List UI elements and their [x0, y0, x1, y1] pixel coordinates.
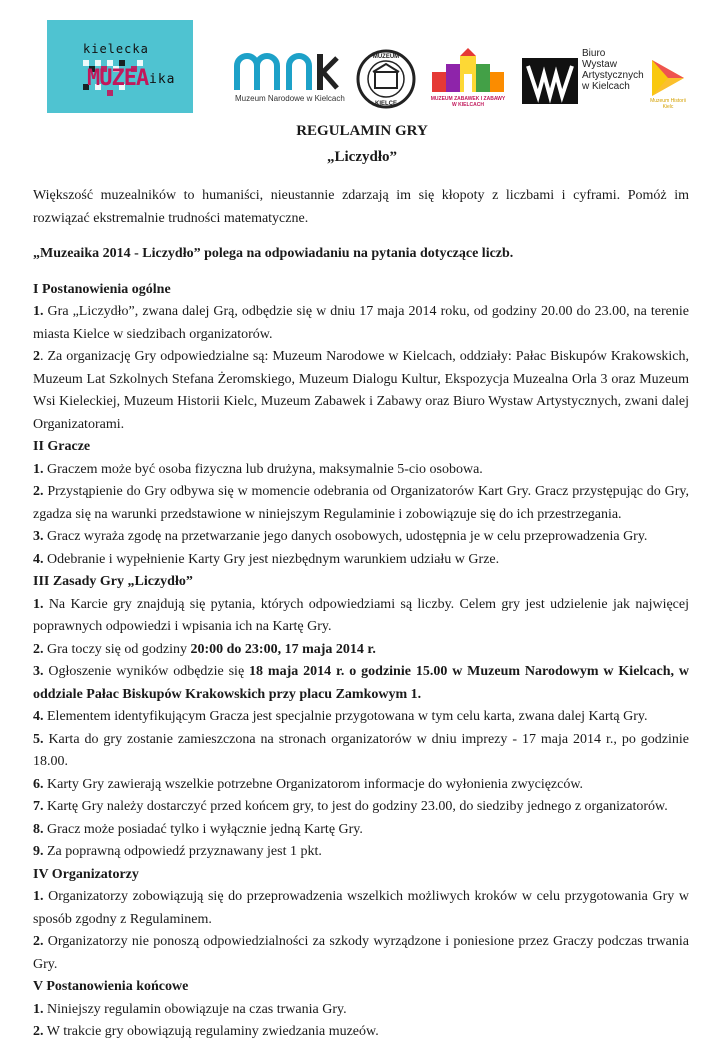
- clause: [33, 661, 689, 706]
- clause: [33, 729, 689, 774]
- clause-number: 9.: [33, 844, 44, 859]
- clause-text: Graczem może być osoba fizyczna lub drużyna, maksymalnie 5-cio osobowa.: [43, 461, 483, 477]
- section-heading: V Postanowienia końcowe: [33, 979, 189, 994]
- clause-number: 1.: [33, 1001, 44, 1017]
- mhk-triangle-icon: [648, 58, 688, 98]
- section-heading: II Gracze: [33, 439, 91, 454]
- clause: [33, 706, 689, 729]
- clause-text: Za poprawną odpowiedź przyznawany jest 1 pkt.: [43, 844, 322, 859]
- kielecka-muzeaika-logo: [47, 20, 193, 113]
- clause-number: 2.: [33, 934, 44, 949]
- clause: [33, 796, 689, 819]
- section-heading: I Postanowienia ogólne: [33, 281, 171, 297]
- clause-text: Przystąpienie do Gry odbywa się w momencie odebrania od Organizatorów Kart Gry. Gracz przystępując do Gry, zgadza się na warunki przedstawione w niniejszym Regulaminie i zobowiązuje się do ich przestrzegania.: [33, 484, 689, 522]
- clause: [33, 774, 689, 797]
- clause-number: 5.: [33, 731, 44, 747]
- clause-emphasis: 20:00 do 23:00, 17 maja 2014 r.: [190, 641, 376, 657]
- bwa-caption: [582, 48, 644, 92]
- clause: [33, 886, 689, 931]
- tagline: „Muzeaika 2014 - Liczydło” polega na odpowiadaniu na pytania dotyczące liczb.: [33, 246, 514, 261]
- clause-text: Kartę Gry należy dostarczyć przed końcem gry, to jest do godziny 23.00, do siedziby jednego z organizatorów.: [43, 799, 668, 814]
- clause-text: Odebranie i wypełnienie Karty Gry jest niezbędnym warunkiem udziału w Grze.: [43, 551, 500, 567]
- mnk-caption: Muzeum Narodowe w Kielcach: [235, 94, 345, 103]
- clause-number: 7.: [33, 799, 44, 814]
- clause: [33, 841, 689, 864]
- intro-paragraph: Większość muzealników to humaniści, nieustannie zdarzają im się kłopoty z liczbami i cyframi. Pomóż im rozwiązać ekstremalnie trudności matematyczne.: [33, 188, 689, 226]
- clause-emphasis: 18 maja 2014 r. o godzinie 15.00 w Muzeum Narodowym w Kielcach, w oddziale Pałac Biskupów Krakowskich przy placu Zamkowym 1.: [33, 664, 689, 702]
- bwa-caption-line: w Kielcach: [582, 81, 630, 92]
- clause: [33, 594, 689, 639]
- clause-number: 2: [33, 349, 40, 364]
- clause-number: 4.: [33, 551, 44, 567]
- svg-text:KIELCE: KIELCE: [374, 101, 398, 107]
- document-title: REGULAMIN GRY: [296, 123, 428, 139]
- clause: [33, 931, 689, 976]
- clause: [33, 526, 689, 549]
- mzz-logo: [428, 46, 508, 112]
- clause-number: 1.: [33, 461, 44, 477]
- clause-text: Karty Gry zawierają wszelkie potrzebne Organizatorom informacje do wyłonienia zwycięzców.: [43, 776, 584, 792]
- clause-number: 1.: [33, 304, 44, 319]
- clause-text: Gracz może posiadać tylko i wyłącznie jedną Kartę Gry.: [43, 821, 363, 837]
- logo-text-ika: ika: [149, 72, 176, 87]
- mdk-seal-icon: [353, 48, 419, 110]
- clause-text: Gra toczy się od godziny: [43, 641, 191, 657]
- clause-number: 8.: [33, 821, 44, 837]
- bwa-caption-line: Artystycznych: [582, 70, 644, 81]
- clause-number: 1.: [33, 889, 44, 904]
- svg-text:MUZEUM: MUZEUM: [372, 54, 400, 60]
- clause: [33, 1021, 689, 1044]
- clause: [33, 301, 689, 346]
- logo-text-kielecka: kielecka: [83, 42, 149, 56]
- logo-text-muzea: MUZEA: [87, 66, 149, 91]
- clause-text: . Za organizację Gry odpowiedzialne są: Muzeum Narodowe w Kielcach, oddziały: Pałac Biskupów Krakowskich, Muzeum Lat Szkolnych Stefana Żeromskiego, Muzeum Dialogu Kultur, Ekspozycja Muzealna Orla 3 oraz Muzeum Wsi Kieleckiej, Muzeum Historii Kielc, Muzeum Zabawek i Zabawy oraz Biuro Wystaw Artystycznych, zwani dalej Organizatorami.: [33, 349, 689, 432]
- bwa-caption-line: Biuro: [582, 48, 606, 59]
- clause-text: Gra „Liczydło”, zwana dalej Grą, odbędzie się w dniu 17 maja 2014 roku, od godziny 20.00 do 23.00, na terenie miasta Kielce w siedzibach organizatorów.: [33, 304, 689, 342]
- toy-blocks-icon: [428, 46, 508, 94]
- clause: [33, 481, 689, 526]
- clause-number: 1.: [33, 596, 44, 612]
- clause: [33, 999, 689, 1022]
- mhk-caption: Muzeum Historii Kielc: [650, 98, 686, 110]
- clause-number: 4.: [33, 709, 44, 724]
- section-heading: IV Organizatorzy: [33, 866, 139, 882]
- mzz-caption: MUZEUM ZABAWEK I ZABAWY W KIELCACH: [430, 96, 506, 108]
- clause-text: Ogłoszenie wyników odbędzie się: [43, 664, 250, 679]
- clause-number: 2.: [33, 641, 44, 657]
- clause-number: 6.: [33, 776, 44, 792]
- clause: [33, 819, 689, 842]
- clause-text: Karta do gry zostanie zamieszczona na stronach organizatorów w dniu imprezy - 17 maja 2014 r., po godzinie 18.00.: [33, 731, 689, 769]
- logo-bar: [0, 14, 724, 114]
- clause-text: Niniejszy regulamin obowiązuje na czas trwania Gry.: [43, 1001, 347, 1017]
- clause-text: Na Karcie gry znajdują się pytania, których odpowiedziami są liczby. Celem gry jest udzielenie jak najwięcej poprawnych odpowiedzi i wpisania ich na Kartę Gry.: [33, 596, 689, 634]
- document-subtitle: „Liczydło”: [327, 149, 397, 165]
- clause-text: Organizatorzy zobowiązują się do przeprowadzenia wszelkich możliwych kroków w celu przygotowania Gry w sposób zgodny z Regulaminem.: [33, 889, 689, 927]
- bwa-logo: [522, 48, 642, 110]
- document-body: [33, 185, 689, 1044]
- mdk-logo: [353, 48, 419, 110]
- clause-number: 2.: [33, 484, 44, 499]
- clause-number: 3.: [33, 529, 44, 544]
- clause-text: W trakcie gry obowiązują regulaminy zwiedzania muzeów.: [43, 1024, 379, 1039]
- bwa-crown-icon: [522, 58, 578, 104]
- clause-text: Gracz wyraża zgodę na przetwarzanie jego danych osobowych, udostępnia je w celu przeprowadzenia Gry.: [43, 529, 648, 544]
- clause-number: 3.: [33, 664, 44, 679]
- clause: [33, 549, 689, 572]
- clause: [33, 346, 689, 436]
- mnk-logo: [233, 50, 343, 108]
- mnk-mark-icon: [233, 50, 343, 94]
- clause-number: 2.: [33, 1024, 44, 1039]
- section-heading: III Zasady Gry „Liczydło”: [33, 574, 193, 589]
- clause: [33, 459, 689, 482]
- clause-text: Elementem identyfikującym Gracza jest specjalnie przygotowana w tym celu karta, zwana dalej Kartą Gry.: [43, 709, 648, 724]
- bwa-caption-line: Wystaw: [582, 59, 617, 70]
- clause: [33, 639, 689, 662]
- mhk-logo: [648, 58, 688, 112]
- clause-text: Organizatorzy nie ponoszą odpowiedzialności za szkody wyrządzone i poniesione przez Graczy podczas trwania Gry.: [33, 934, 689, 972]
